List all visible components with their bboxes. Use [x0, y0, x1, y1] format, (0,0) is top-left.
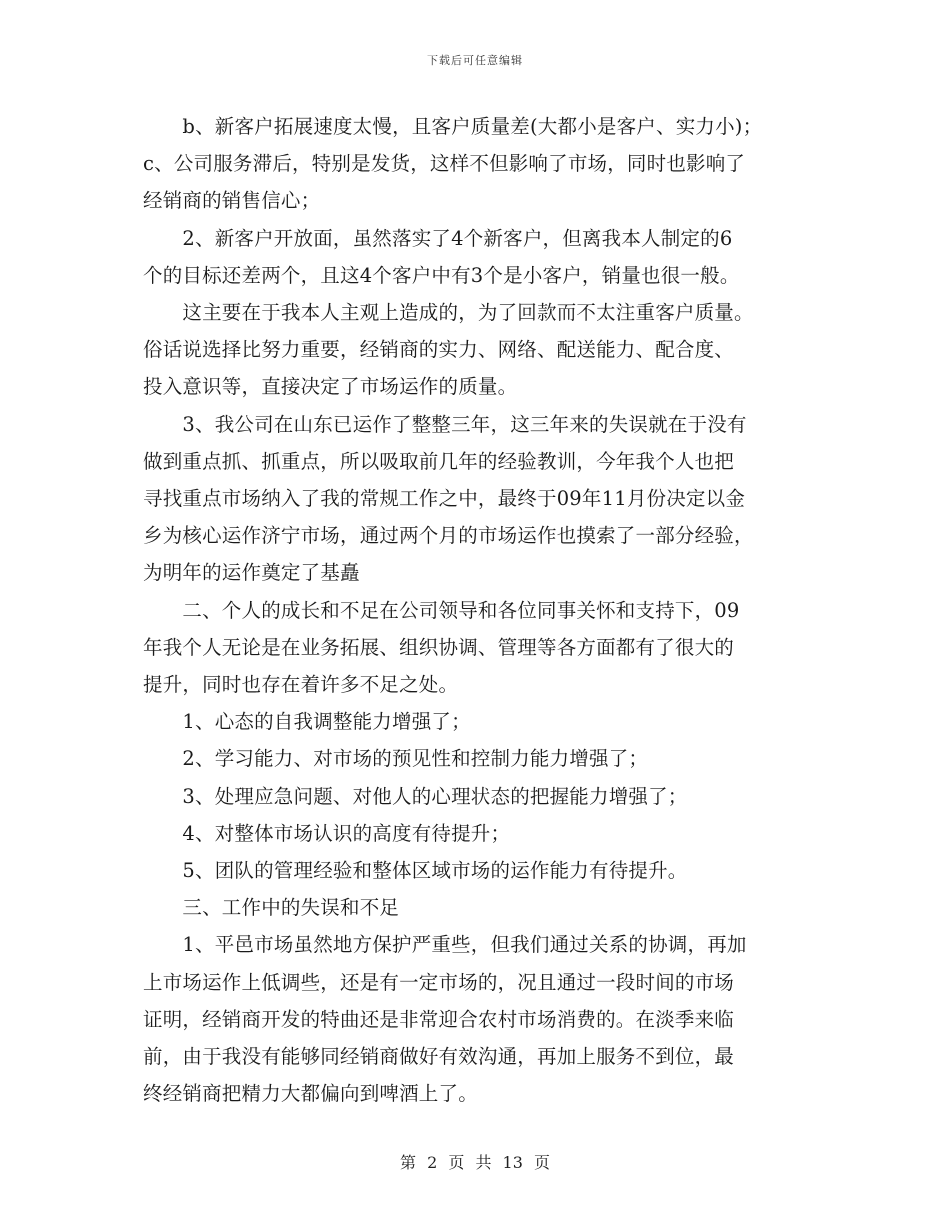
body-line: 乡为核心运作济宁市场，通过两个月的市场运作也摸索了一部分经验，: [143, 524, 754, 548]
body-line: 年我个人无论是在业务拓展、组织协调、管理等各方面都有了很大的: [143, 635, 735, 659]
body-line: 3、我公司在山东已运作了整整三年，这三年来的失误就在于没有: [143, 412, 747, 436]
body-line: 1、心态的自我调整能力增强了；: [143, 710, 471, 734]
page-number-footer: 第 2 页 共 13 页: [400, 1153, 550, 1172]
body-line: 证明，经销商开发的特曲还是非常迎合农村市场消费的。在淡季来临: [143, 1007, 735, 1031]
body-line: 终经销商把精力大都偏向到啤酒上了。: [143, 1082, 478, 1106]
body-line: 3、处理应急问题、对他人的心理状态的把握能力增强了；: [143, 784, 688, 808]
body-line: 提升，同时也存在着许多不足之处。: [143, 673, 459, 697]
body-line: 这主要在于我本人主观上造成的，为了回款而不太注重客户质量。: [143, 301, 754, 325]
body-line: 个的目标还差两个，且这4个客户中有3个是小客户，销量也很一般。: [143, 263, 740, 287]
body-line: 2、学习能力、对市场的预见性和控制力能力增强了；: [143, 747, 649, 771]
body-line: b、新客户拓展速度太慢，且客户质量差(大都小是客户、实力小)；: [143, 115, 763, 138]
body-line: 经销商的销售信心；: [143, 189, 321, 213]
body-line: 二、个人的成长和不足在公司领导和各位同事关怀和支持下，09: [143, 598, 740, 622]
body-line: 投入意识等，直接决定了市场运作的质量。: [143, 375, 518, 399]
body-line: 4、对整体市场认识的高度有待提升；: [143, 821, 511, 845]
body-line: 做到重点抓、抓重点，所以吸取前几年的经验教训，今年我个人也把: [143, 449, 735, 473]
body-line: 5、团队的管理经验和整体区域市场的运作能力有待提升。: [143, 859, 688, 883]
body-line: 2、新客户开放面，虽然落实了4个新客户，但离我本人制定的6: [143, 226, 733, 250]
page-header: 下载后可任意编辑: [427, 54, 523, 67]
document-body: [143, 108, 823, 1112]
body-line: 寻找重点市场纳入了我的常规工作之中，最终于09年11月份决定以金: [143, 487, 746, 511]
body-line: 三、工作中的失误和不足: [143, 896, 400, 920]
body-line: 为明年的运作奠定了基矗: [143, 561, 360, 585]
body-line: 上市场运作上低调些，还是有一定市场的，况且通过一段时间的市场: [143, 970, 735, 994]
body-line: c、公司服务滞后，特别是发货，这样不但影响了市场，同时也影响了: [143, 152, 746, 176]
body-line: 前，由于我没有能够同经销商做好有效沟通，再加上服务不到位，最: [143, 1045, 735, 1069]
body-line: 1、平邑市场虽然地方保护严重些，但我们通过关系的协调，再加: [143, 933, 747, 957]
body-line: 俗话说选择比努力重要，经销商的实力、网络、配送能力、配合度、: [143, 338, 735, 362]
